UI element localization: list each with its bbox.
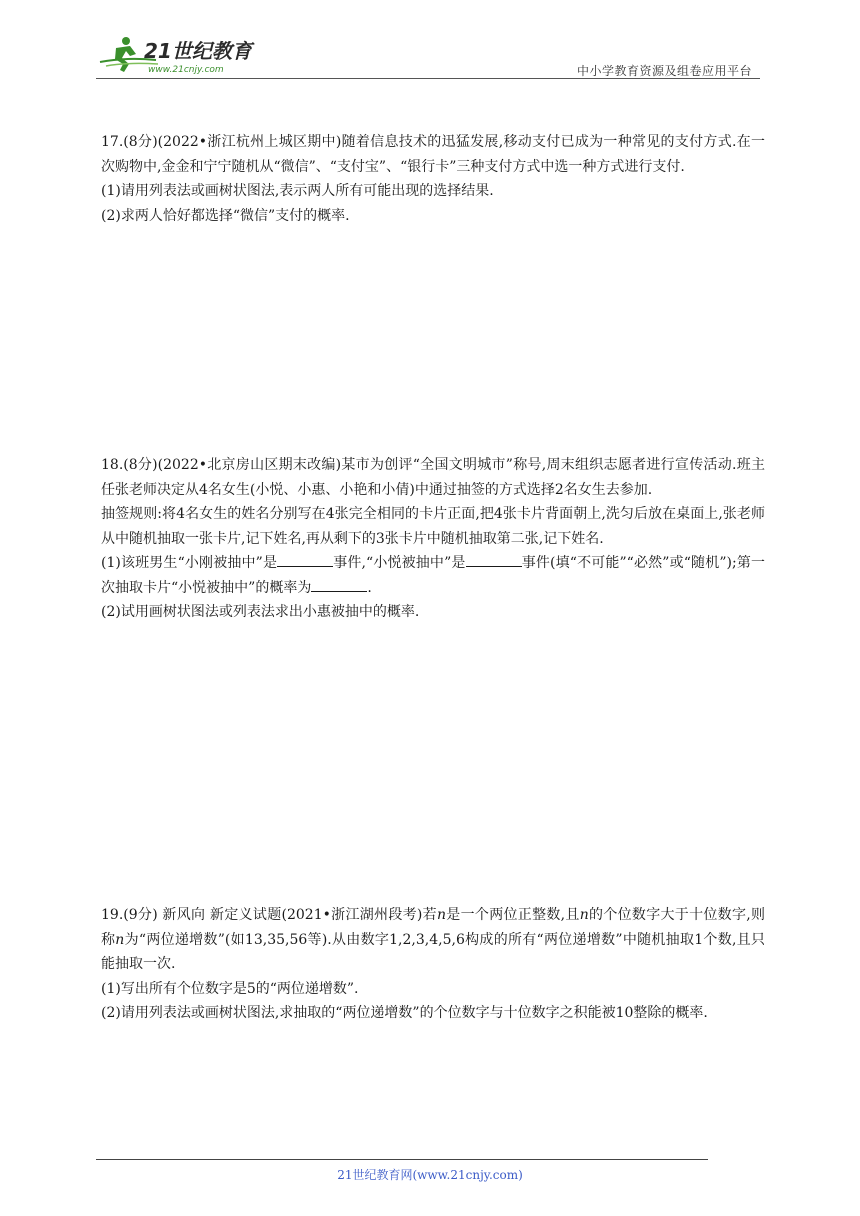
q19-intro-d: 为“两位递增数”(如13,35,56等).从由数字1,2,3,4,5,6构成的所有“两位递增数”中随机抽取1个数,且只能抽取一次. <box>101 931 766 972</box>
question-17 <box>101 130 765 228</box>
q19-part2: (2)请用列表法或画树状图法,求抽取的“两位递增数”的个位数字与十位数字之积能被10整除的概率. <box>101 1005 708 1021</box>
answer-blank[interactable] <box>466 552 522 567</box>
q18-part1-b: 事件,“小悦被抽中”是 <box>333 555 466 571</box>
var-n: n <box>115 931 125 948</box>
page-header <box>96 28 760 80</box>
q19-part1: (1)写出所有个位数字是5的“两位递增数”. <box>101 980 359 997</box>
q18-part1-a: (1)该班男生“小刚被抽中”是 <box>101 555 278 571</box>
q19-intro-b: 是一个两位正整数,且 <box>446 907 580 923</box>
logo-text: 21世纪教育 <box>144 39 252 63</box>
q18-stem: 18.(8分)(2022•北京房山区期末改编)某市为创评“全国文明城市”称号,周末组织志愿者进行宣传活动.班主任张老师决定从4名女生(小悦、小惠、小艳和小倩)中通过抽签的方式选择2名女生去参加. <box>101 457 765 498</box>
q17-part1: (1)请用列表法或画树状图法,表示两人所有可能出现的选择结果. <box>101 183 494 199</box>
var-n: n <box>579 907 589 923</box>
question-18 <box>101 453 765 625</box>
footer-divider <box>96 1159 708 1160</box>
q18-part2: (2)试用画树状图法或列表法求出小惠被抽中的概率. <box>101 604 420 620</box>
header-divider <box>96 78 760 79</box>
q18-part1-c: 事件(填“不可能”“必然”或“随机”);第一次抽取卡片“小悦被抽中”的概率为 <box>101 555 765 596</box>
answer-blank[interactable] <box>311 577 367 592</box>
q18-part1 <box>101 551 765 600</box>
platform-name: 中小学教育资源及组卷应用平台 <box>576 64 752 78</box>
logo-21cnjy <box>96 32 266 76</box>
q18-part1-d: . <box>367 579 372 596</box>
q17-stem: 17.(8分)(2022•浙江杭州上城区期中)随着信息技术的迅猛发展,移动支付已成为一种常见的支付方式.在一次购物中,金金和宁宁随机从“微信”、“支付宝”、“银行卡”三种支付方式中选一种方式进行支付. <box>101 134 765 175</box>
q19-stem <box>101 903 765 977</box>
q18-rule: 抽签规则:将4名女生的姓名分别写在4张完全相同的卡片正面,把4张卡片背面朝上,洗匀后放在桌面上,张老师从中随机抽取一张卡片,记下姓名,再从剩下的3张卡片中随机抽取第二张,记下姓名. <box>101 506 765 547</box>
q19-intro-a: 19.(9分) 新风向 新定义试题(2021•浙江湖州段考)若 <box>101 907 437 923</box>
q19-intro-c: 的个位数字大于十位数字,则称 <box>101 907 766 948</box>
question-19 <box>101 903 765 1026</box>
q17-part2: (2)求两人恰好都选择“微信”支付的概率. <box>101 207 350 224</box>
footer-link[interactable]: 21世纪教育网(www.21cnjy.com) <box>337 1168 523 1182</box>
var-n: n <box>436 907 447 923</box>
logo-url: www.21cnjy.com <box>148 65 224 75</box>
answer-blank[interactable] <box>277 552 333 567</box>
